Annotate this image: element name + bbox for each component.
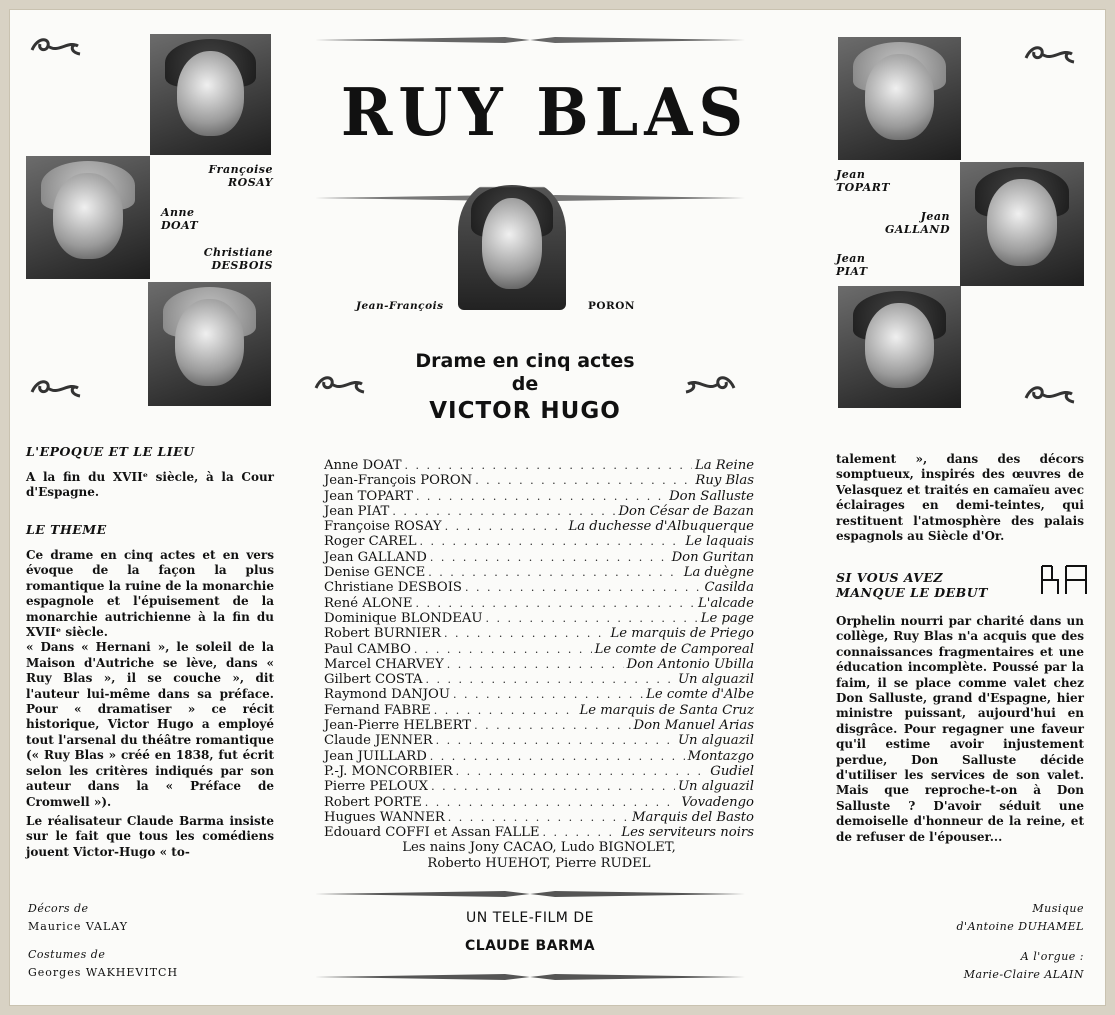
caption-doat: Anne DOAT xyxy=(161,206,199,232)
cast-row xyxy=(324,473,754,488)
cast-row xyxy=(324,657,754,672)
leader-dots xyxy=(448,810,629,825)
leader-dots xyxy=(453,687,643,702)
cast-row xyxy=(324,489,754,504)
telefilm-label: UN TELE-FILM DE xyxy=(466,910,594,926)
photo-jean-galland xyxy=(960,162,1084,286)
cast-row xyxy=(324,672,754,687)
cast-row xyxy=(324,458,754,473)
cast-role: Casilda xyxy=(704,580,754,596)
cast-list xyxy=(324,458,754,871)
cast-actor: Marcel CHARVEY xyxy=(324,656,444,672)
leader-dots xyxy=(436,733,675,748)
decorative-rule xyxy=(315,972,745,982)
cast-row xyxy=(324,504,754,519)
cast-role: Gudiel xyxy=(710,763,754,779)
cast-row xyxy=(324,795,754,810)
cast-role: Don Guritan xyxy=(671,549,754,565)
credit-orgue: A l'orgue : Marie-Claire ALAIN xyxy=(963,950,1084,981)
caption-poron-last: PORON xyxy=(588,300,636,312)
cast-actor: Denise GENCE xyxy=(324,565,426,581)
photo-jean-topart xyxy=(838,37,961,160)
cast-extra-line: Roberto HUEHOT, Pierre RUDEL xyxy=(427,855,651,871)
cast-role: Un alguazil xyxy=(677,733,754,749)
cast-role: Le marquis de Priego xyxy=(610,626,754,642)
cast-role: Le page xyxy=(700,610,754,626)
cast-role: Montazgo xyxy=(687,748,754,764)
cast-actor: Robert PORTE xyxy=(324,794,422,810)
cast-actor: Edouard COFFI et Assan FALLE xyxy=(324,825,540,841)
cast-role: Un alguazil xyxy=(677,672,754,688)
scroll-ornament-icon xyxy=(1022,380,1078,408)
photo-jean-piat xyxy=(838,286,961,408)
section-heading-epoque: L'EPOQUE ET LE LIEU xyxy=(26,444,195,459)
leader-dots xyxy=(428,565,680,580)
subtitle-line1: Drame en cinq actes xyxy=(415,350,635,372)
credit-decors: Décors de Maurice VALAY xyxy=(28,902,129,933)
cast-row xyxy=(324,519,754,534)
cast-actor: Françoise ROSAY xyxy=(324,519,442,535)
leader-dots xyxy=(434,703,577,718)
subtitle-line2: de xyxy=(511,373,539,395)
cast-actor: Christiane DESBOIS xyxy=(324,580,462,596)
photo-francoise-rosay xyxy=(150,34,271,155)
leader-dots xyxy=(486,611,698,626)
cast-role: La duchesse d'Albuquerque xyxy=(568,519,754,535)
caption-poron-first: Jean-François xyxy=(356,300,444,312)
cast-row xyxy=(324,687,754,702)
leader-dots xyxy=(416,489,666,504)
photo-christiane-desbois xyxy=(148,282,271,406)
cast-actor: Gilbert COSTA xyxy=(324,672,423,688)
cast-actor: Robert BURNIER xyxy=(324,626,441,642)
cast-actor: Anne DOAT xyxy=(324,458,402,473)
epoque-text: A la fin du XVIIᵉ siècle, à la Cour d'Espagne. xyxy=(26,470,274,500)
cast-role: Don Salluste xyxy=(669,488,754,504)
leader-dots xyxy=(425,795,679,810)
cast-row xyxy=(324,764,754,779)
chairs-icon xyxy=(1038,562,1088,596)
caption-topart: Jean TOPART xyxy=(836,168,890,194)
cast-row xyxy=(324,733,754,748)
leader-dots xyxy=(430,550,669,565)
leader-dots xyxy=(431,779,675,794)
cast-role: Don César de Bazan xyxy=(618,503,754,519)
cast-actor: Roger CAREL xyxy=(324,534,417,550)
cast-role: Don Manuel Arias xyxy=(633,718,754,734)
caption-desbois: Christiane DESBOIS xyxy=(203,246,273,272)
section-heading-theme: LE THEME xyxy=(26,522,107,537)
leader-dots xyxy=(475,473,692,488)
cast-role: Vovadengo xyxy=(681,794,754,810)
leader-dots xyxy=(430,749,685,764)
cast-role: Le comte d'Albe xyxy=(646,687,754,703)
scroll-ornament-icon xyxy=(1022,40,1078,68)
cast-role: Les serviteurs noirs xyxy=(621,825,754,841)
cast-row xyxy=(324,718,754,733)
cast-actor: Hugues WANNER xyxy=(324,809,445,825)
cast-role: Don Antonio Ubilla xyxy=(626,656,754,672)
cast-actor: René ALONE xyxy=(324,595,413,611)
cast-actor: Fernand FABRE xyxy=(324,702,431,718)
decorative-rule xyxy=(315,889,745,899)
theme-text: Ce drame en cinq actes et en vers évoque de la façon la plus romantique la ruine de la monarchie espagnole et l'épuisement de la monarchie autrichienne à la fin du XVIIᵉ siècle. « Dans « Hernani », le soleil de la Maison d'Autriche se lève, dans « Ruy Blas », il se couche », dit l'auteur lui-même dans sa préface. Pour « dramatiser » ce récit historique, Victor Hugo a employé tout l'arsenal du théâtre romantique (« Ruy Blas » créé en 1838, fut écrit selon les critères indiqués par son auteur dans la « Préface de Cromwell »). Le réalisateur Claude Barma insiste sur le fait que tous les comédiens jouent Victor-Hugo « to- xyxy=(26,548,274,859)
cast-actor: Jean PIAT xyxy=(324,503,390,519)
cast-row xyxy=(324,580,754,595)
cast-row xyxy=(324,565,754,580)
continuation-text: talement », dans des décors somptueux, inspirés des œuvres de Velasquez et traités en camaïeu avec éclairages en demi-teintes, qui restituent l'atmosphère des palais espagnols au Siècle d'Or. xyxy=(836,452,1084,544)
cast-actor: Jean GALLAND xyxy=(324,549,427,565)
leader-dots xyxy=(405,458,692,473)
caption-galland: Jean GALLAND xyxy=(884,210,950,236)
cast-extra-line: Les nains Jony CACAO, Ludo BIGNOLET, xyxy=(402,840,676,856)
cast-actor: Paul CAMBO xyxy=(324,641,411,657)
programme-sheet xyxy=(10,10,1105,1005)
leader-dots xyxy=(392,504,615,519)
cast-row xyxy=(324,810,754,825)
leader-dots xyxy=(426,672,675,687)
decorative-rule xyxy=(315,35,745,45)
page-title: RUY BLAS xyxy=(340,74,750,151)
caption-rosay: Françoise ROSAY xyxy=(208,163,273,189)
cast-actor: Pierre PELOUX xyxy=(324,779,429,795)
caption-piat: Jean PIAT xyxy=(836,252,868,278)
cast-row xyxy=(324,611,754,626)
cast-role: Le laquais xyxy=(685,534,754,550)
cast-role: Le comte de Camporeal xyxy=(594,641,754,657)
cast-actor: Jean-Pierre HELBERT xyxy=(324,718,472,734)
cast-actor: P.-J. MONCORBIER xyxy=(324,763,453,779)
credit-costumes: Costumes de Georges WAKHEVITCH xyxy=(28,948,179,979)
cast-role: Le marquis de Santa Cruz xyxy=(579,702,754,718)
cast-actor: Jean TOPART xyxy=(324,488,413,504)
cast-row xyxy=(324,596,754,611)
author-name: VICTOR HUGO xyxy=(429,398,621,424)
scroll-ornament-icon xyxy=(28,32,84,60)
leader-dots xyxy=(474,718,630,733)
leader-dots xyxy=(415,596,695,611)
cast-actor: Raymond DANJOU xyxy=(324,687,450,703)
cast-role: Un alguazil xyxy=(677,779,754,795)
leader-dots xyxy=(447,657,624,672)
leader-dots xyxy=(542,825,618,840)
cast-actor: Jean-François PORON xyxy=(324,473,473,489)
leader-dots xyxy=(445,519,566,534)
cast-row xyxy=(324,779,754,794)
cast-role: Marquis del Basto xyxy=(632,809,754,825)
leader-dots xyxy=(444,626,607,641)
scroll-ornament-icon xyxy=(28,374,84,402)
telefilm-director: CLAUDE BARMA xyxy=(464,938,596,954)
cast-row xyxy=(324,626,754,641)
cast-role: Ruy Blas xyxy=(695,473,754,489)
cast-row xyxy=(324,825,754,840)
cast-row xyxy=(324,703,754,718)
cast-row xyxy=(324,749,754,764)
cast-role: L'alcade xyxy=(698,595,754,611)
credit-musique: Musique d'Antoine DUHAMEL xyxy=(956,902,1084,933)
leader-dots xyxy=(465,580,702,595)
cast-role: La duègne xyxy=(683,565,754,581)
cast-actor: Dominique BLONDEAU xyxy=(324,610,483,626)
section-heading-debut: SI VOUS AVEZ MANQUE LE DEBUT xyxy=(836,570,988,600)
cast-actor: Jean JUILLARD xyxy=(324,748,427,764)
cast-row xyxy=(324,550,754,565)
cast-role: La Reine xyxy=(694,458,754,473)
cast-row xyxy=(324,642,754,657)
photo-jean-francois-poron xyxy=(458,180,566,310)
leader-dots xyxy=(414,642,592,657)
debut-text: Orphelin nourri par charité dans un collège, Ruy Blas n'a acquis que des connaissances fragmentaires et une éducation incomplète. Poussé par la faim, il se place comme valet chez Don Salluste, grand d'Espagne, hier ministre puissant, aujourd'hui en disgrâce. Pour regagner une faveur qu'il estime avoir injustement perdue, Don Salluste décide d'utiliser les services de son valet. Mais que reproche-t-on à Don Salluste ? D'avoir séduit une demoiselle d'honneur de la reine, et de refuser de l'épouser... xyxy=(836,614,1084,844)
cast-row xyxy=(324,534,754,549)
leader-dots xyxy=(456,764,708,779)
leader-dots xyxy=(420,534,683,549)
photo-anne-doat xyxy=(26,156,150,279)
cast-actor: Claude JENNER xyxy=(324,733,433,749)
